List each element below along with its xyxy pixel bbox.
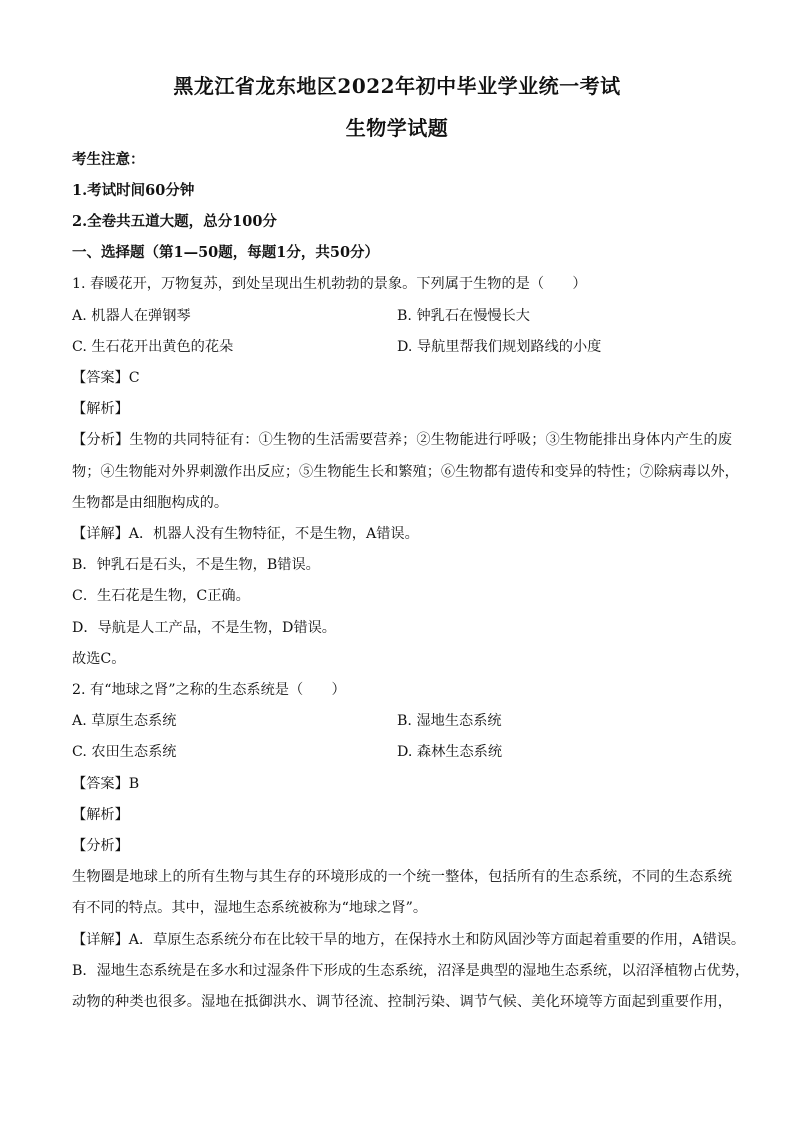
- q1-option-d: D. 导航里帮我们规划路线的小度: [397, 339, 602, 355]
- q2-option-b: B. 湿地生态系统: [397, 713, 502, 729]
- q1-option-a: A. 机器人在弹钢琴: [72, 308, 191, 324]
- q1-conclusion: 故选C。: [72, 651, 126, 667]
- q1-detail-a: 【详解】A．机器人没有生物特征，不是生物，A错误。: [72, 526, 419, 542]
- q1-detail-d: D．导航是人工产品，不是生物，D错误。: [72, 620, 336, 636]
- q2-answer: 【答案】B: [72, 776, 140, 792]
- notice-item-2: 2.全卷共五道大题，总分100分: [72, 213, 277, 230]
- q1-answer: 【答案】C: [72, 370, 140, 386]
- q2-detail-b-line-2: 动物的种类也很多。湿地在抵御洪水、调节径流、控制污染、调节气候、美化环境等方面起到重要作用，: [72, 994, 732, 1010]
- q2-analysis-label: 【解析】: [72, 807, 129, 823]
- q2-detail-b-line-1: B．湿地生态系统是在多水和过湿条件下形成的生态系统，沼泽是典型的湿地生态系统，以沼泽植物占优势，: [72, 963, 750, 979]
- q2-option-a: A. 草原生态系统: [72, 713, 177, 729]
- exam-title: 黑龙江省龙东地区2022年初中毕业学业统一考试: [173, 74, 621, 98]
- q2-option-d: D. 森林生态系统: [397, 744, 503, 760]
- q2-analysis-line-2: 有不同的特点。其中，湿地生态系统被称为“地球之肾”。: [72, 900, 428, 916]
- q2-analysis-head: 【分析】: [72, 838, 129, 854]
- q1-detail-b: B．钟乳石是石头，不是生物，B错误。: [72, 557, 320, 573]
- q1-analysis-line-3: 生物都是由细胞构成的。: [72, 495, 229, 511]
- q1-analysis-line-1: 【分析】生物的共同特征有：①生物的生活需要营养；②生物能进行呼吸；③生物能排出身体内产生的废: [72, 432, 732, 448]
- q1-option-b: B. 钟乳石在慢慢长大: [397, 308, 530, 324]
- q2-detail-a: 【详解】A．草原生态系统分布在比较干旱的地方，在保持水土和防风固沙等方面起着重要的作用，A错误。: [72, 932, 746, 948]
- q1-analysis-line-2: 物；④生物能对外界刺激作出反应；⑤生物能生长和繁殖；⑥生物都有遗传和变异的特性；⑦除病毒以外，: [72, 464, 739, 480]
- q1-option-c: C. 生石花开出黄色的花朵: [72, 339, 234, 355]
- section-heading: 一、选择题（第1—50题，每题1分，共50分）: [72, 244, 380, 261]
- notice-item-1: 1.考试时间60分钟: [72, 182, 195, 199]
- notice-heading: 考生注意：: [72, 151, 145, 168]
- q2-analysis-line-1: 生物圈是地球上的所有生物与其生存的环境形成的一个统一整体，包括所有的生态系统，不同的生态系统: [72, 869, 732, 885]
- exam-subtitle: 生物学试题: [345, 116, 449, 140]
- q1-analysis-label: 【解析】: [72, 401, 129, 417]
- q2-option-c: C. 农田生态系统: [72, 744, 177, 760]
- q1-detail-c: C．生石花是生物，C正确。: [72, 588, 250, 604]
- q2-stem: 2. 有“地球之肾”之称的生态系统是（ ）: [72, 682, 346, 698]
- q1-stem: 1. 春暖花开，万物复苏，到处呈现出生机勃勃的景象。下列属于生物的是（ ）: [72, 276, 587, 292]
